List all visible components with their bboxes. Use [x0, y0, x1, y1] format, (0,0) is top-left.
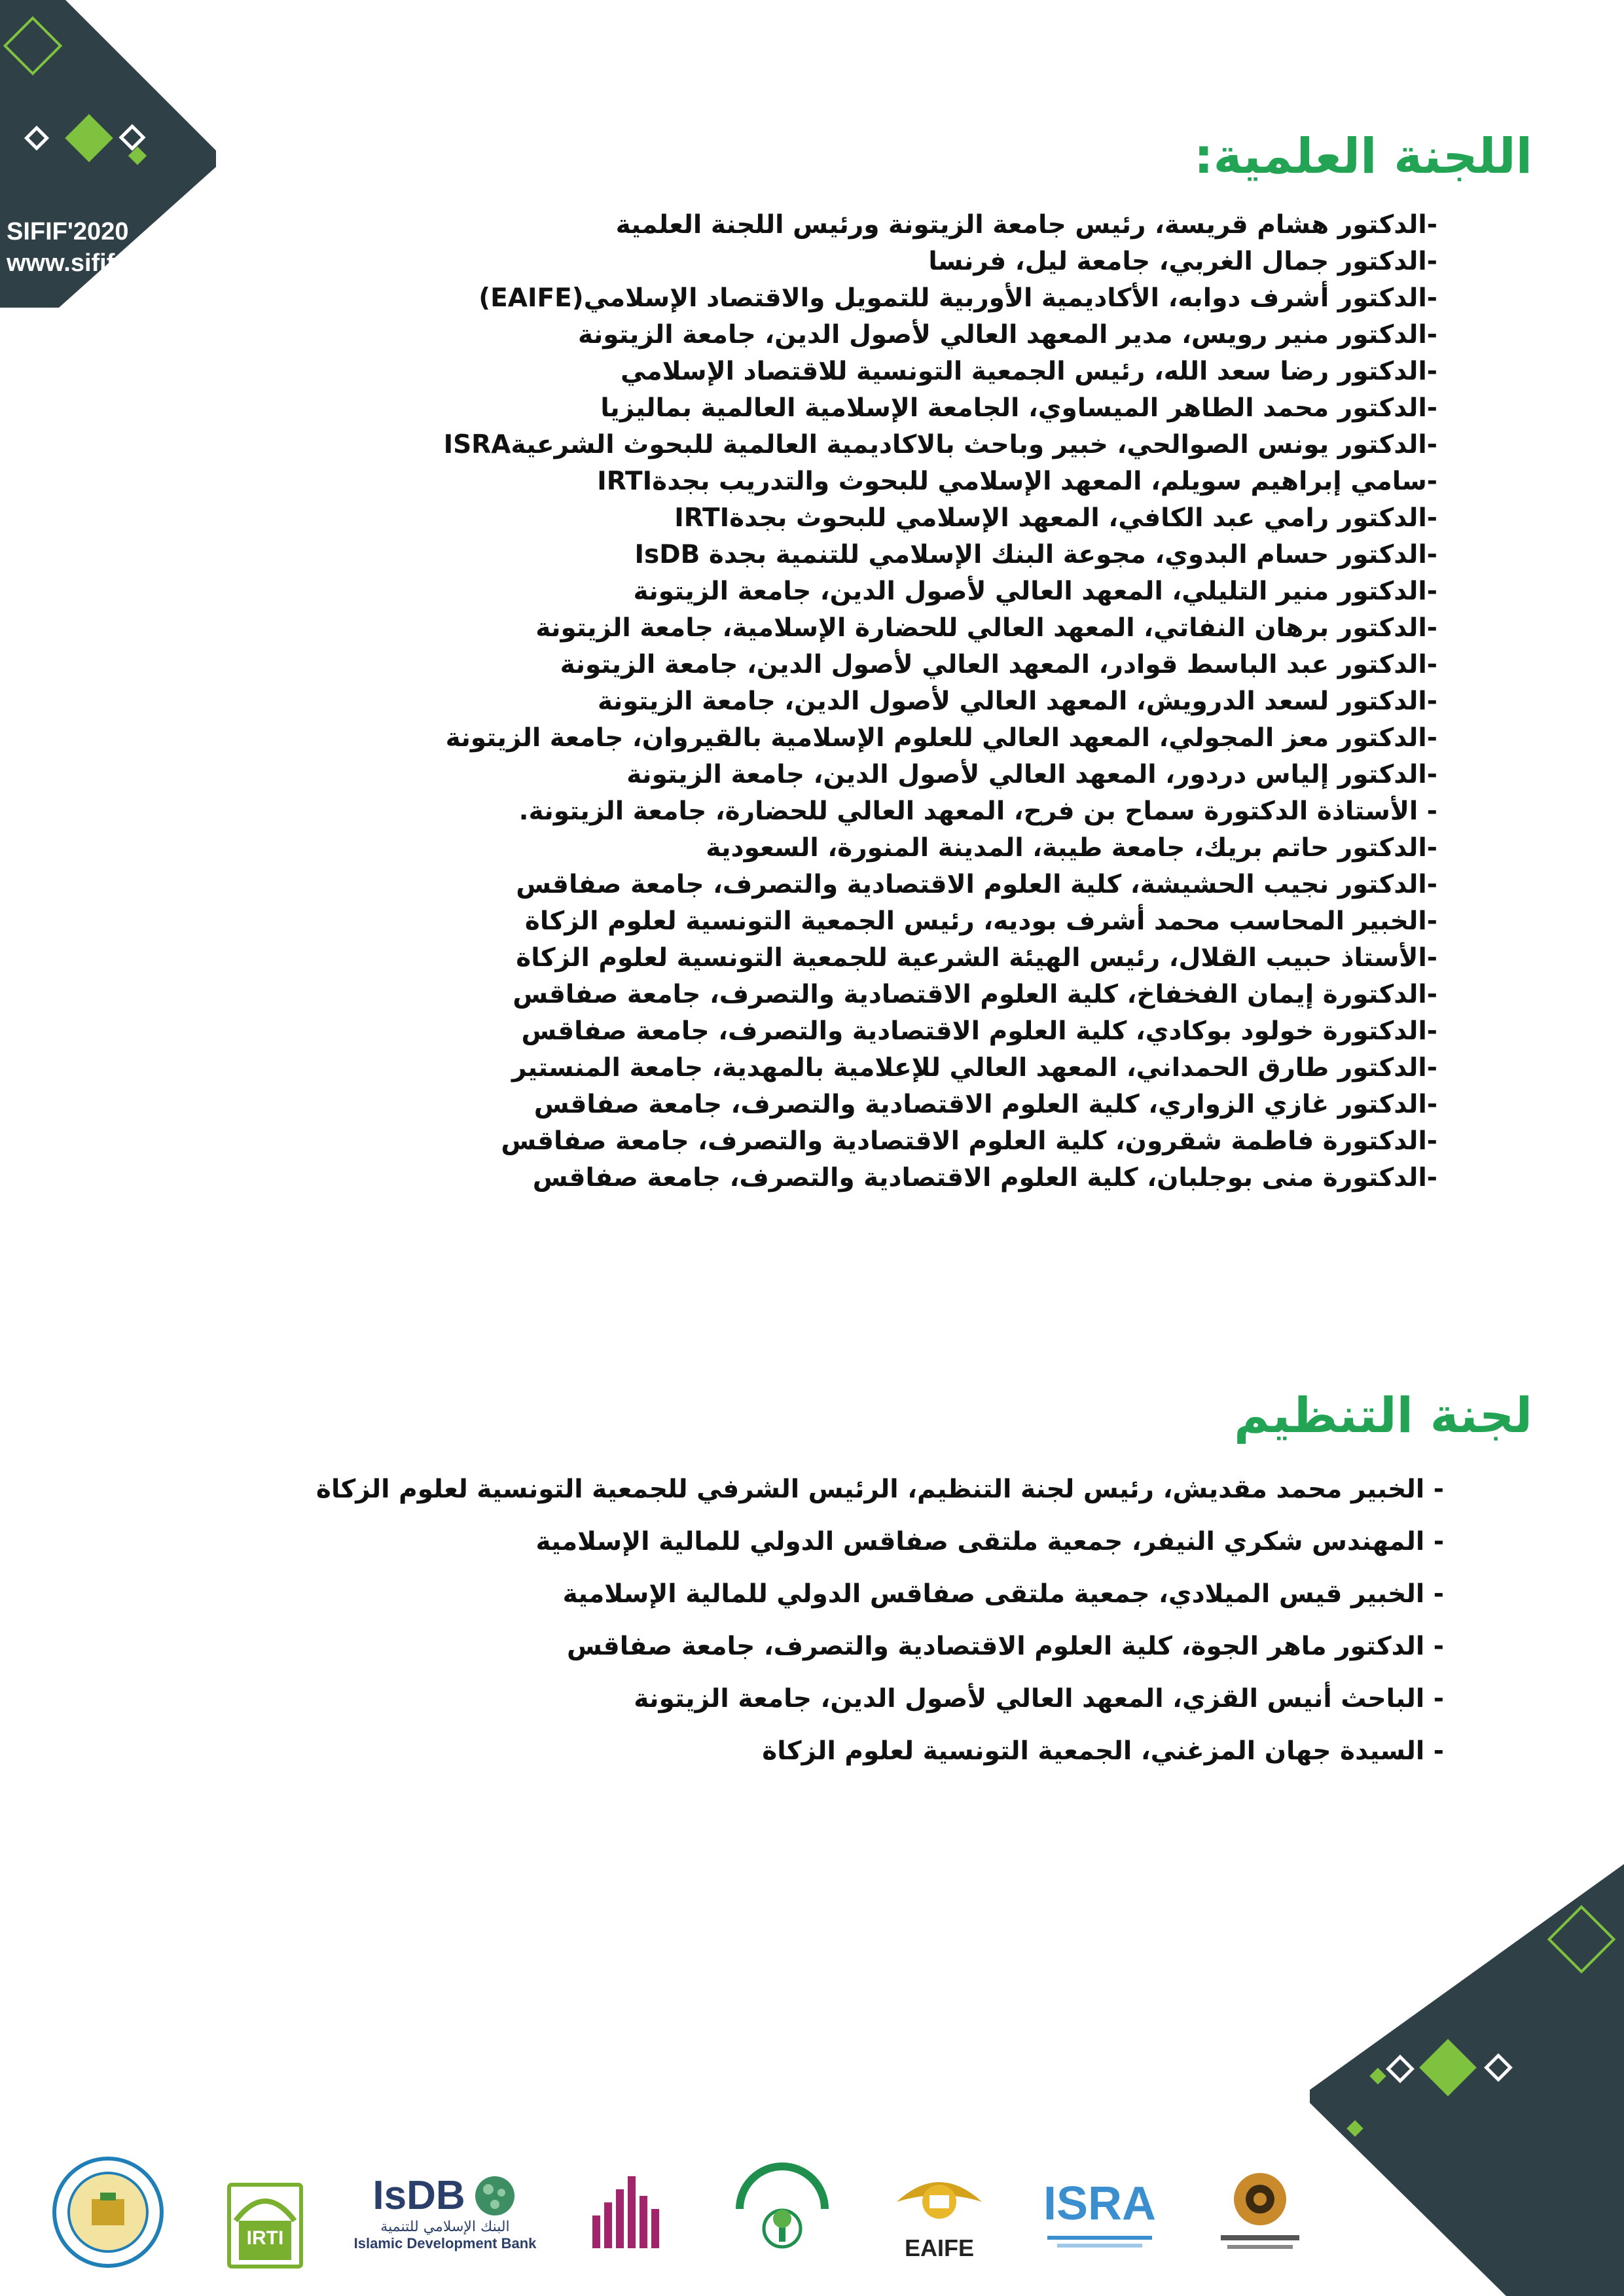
committee-member: -الدكتور منير التليلي، المعهد العالي لأصول الدين، جامعة الزيتونة	[633, 577, 1437, 606]
committee-member: -الدكتورة منى بوجلبان، كلية العلوم الاقتصادية والتصرف، جامعة صفاقس	[532, 1163, 1437, 1193]
committee-member: -الدكتور رامي عبد الكافي، المعهد الإسلامي للبحوث بجدةIRTI	[674, 503, 1437, 533]
isdb-english-name: Islamic Development Bank	[353, 2235, 537, 2251]
irti-logo	[203, 2147, 327, 2278]
committee-member: -الدكتورة إيمان الفخفاخ، كلية العلوم الاقتصادية والتصرف، جامعة صفاقس	[513, 980, 1437, 1009]
committee-member: -الدكتورة فاطمة شقرون، كلية العلوم الاقتصادية والتصرف، جامعة صفاقس	[501, 1126, 1437, 1156]
organizer-member: - الباحث أنيس القزي، المعهد العالي لأصول الدين، جامعة الزيتونة	[634, 1684, 1444, 1713]
organizer-member: - السيدة جهان المزغني، الجمعية التونسية لعلوم الزكاة	[762, 1736, 1444, 1766]
event-website[interactable]: www.sifif.tn	[7, 249, 145, 277]
committee-member: -الأستاذ حبيب القلال، رئيس الهيئة الشرعية للجمعية التونسية لعلوم الزكاة	[516, 943, 1437, 973]
committee-member: -الدكتورة خولود بوكادي، كلية العلوم الاقتصادية والتصرف، جامعة صفاقس	[521, 1016, 1437, 1046]
organizer-member: - الدكتور ماهر الجوة، كلية العلوم الاقتصادية والتصرف، جامعة صفاقس	[567, 1632, 1444, 1661]
committee-member: -الدكتور محمد الطاهر الميساوي، الجامعة الإسلامية العالمية بماليزيا	[600, 393, 1437, 423]
isdb-abbr: IsDB	[372, 2173, 465, 2218]
isra-logo-text: ISRA	[1043, 2178, 1157, 2230]
committee-member: -الدكتور هشام قريسة، رئيس جامعة الزيتونة ورئيس اللجنة العلمية	[615, 210, 1437, 240]
organizing-committee-list	[316, 1463, 1444, 1778]
committee-member: -الدكتور جمال الغربي، جامعة ليل، فرنسا	[928, 247, 1437, 276]
eaife-logo	[877, 2147, 1001, 2278]
committee-member: -الدكتور طارق الحمداني، المعهد العالي للإعلامية بالمهدية، جامعة المنستير	[512, 1053, 1437, 1083]
tunisian-zakat-association-logo	[1198, 2147, 1322, 2278]
committee-member: -الخبير المحاسب محمد أشرف بوديه، رئيس الجمعية التونسية لعلوم الزكاة	[524, 906, 1437, 936]
committee-member: -الدكتور حسام البدوي، مجوعة البنك الإسلامي للتنمية بجدة IsDB	[634, 540, 1437, 569]
committee-member: -الدكتور أشرف دوابه، الأكاديمية الأوربية للتمويل والاقتصاد الإسلامي(EAIFE)	[478, 283, 1437, 313]
organizer-member: - الخبير قيس الميلادي، جمعية ملتقى صفاقس الدولي للمالية الإسلامية	[562, 1579, 1444, 1609]
isdb-logo	[353, 2147, 537, 2278]
committee-member: -الدكتور غازي الزواري، كلية العلوم الاقتصادية والتصرف، جامعة صفاقس	[533, 1090, 1437, 1119]
organizer-member: - الخبير محمد مقديش، رئيس لجنة التنظيم، الرئيس الشرفي للجمعية التونسية لعلوم الزكاة	[316, 1475, 1444, 1504]
irti-logo-text: IRTI	[246, 2227, 284, 2249]
isra-logo	[1034, 2147, 1165, 2278]
committee-member: -الدكتور يونس الصوالحي، خبير وباحث بالاكاديمية العالمية للبحوث الشرعيةISRA	[443, 430, 1437, 459]
zitouna-university-logo	[720, 2147, 844, 2278]
committee-member: - الأستاذة الدكتورة سماح بن فرح، المعهد العالي للحضارة، جامعة الزيتونة.	[518, 797, 1437, 826]
committee-member: -الدكتور برهان النفاتي، المعهد العالي للحضارة الإسلامية، جامعة الزيتونة	[535, 613, 1437, 643]
eaife-logo-text: EAIFE	[904, 2234, 974, 2261]
organizing-committee-title: لجنة التنظيم	[1234, 1388, 1532, 1444]
committee-member: -سامي إبراهيم سويلم، المعهد الإسلامي للبحوث والتدريب بجدةIRTI	[597, 467, 1437, 496]
corner-decoration-bottom-right	[1310, 1864, 1624, 2296]
isdb-globe-icon	[472, 2173, 518, 2219]
sfax-association-logo	[46, 2147, 170, 2278]
committee-member: -الدكتور عبد الباسط قوادر، المعهد العالي لأصول الدين، جامعة الزيتونة	[560, 650, 1437, 679]
committee-member: -الدكتور لسعد الدرويش، المعهد العالي لأصول الدين، جامعة الزيتونة	[597, 687, 1437, 716]
event-brand	[7, 216, 170, 279]
committee-member: -الدكتور منير رويس، مدير المعهد العالي لأصول الدين، جامعة الزيتونة	[577, 320, 1437, 350]
isdb-arabic-name: البنك الإسلامي للتنمية	[380, 2219, 510, 2235]
committee-member: -الدكتور إلياس دردور، المعهد العالي لأصول الدين، جامعة الزيتونة	[626, 760, 1437, 789]
event-name: SIFIF'2020	[7, 218, 129, 245]
sfax-forum-logo	[563, 2147, 687, 2278]
committee-member: -الدكتور رضا سعد الله، رئيس الجمعية التونسية للاقتصاد الإسلامي	[621, 357, 1437, 386]
organizer-member: - المهندس شكري النيفر، جمعية ملتقى صفاقس الدولي للمالية الإسلامية	[535, 1527, 1444, 1556]
committee-member: -الدكتور معز المجولي، المعهد العالي للعلوم الإسلامية بالقيروان، جامعة الزيتونة	[445, 723, 1437, 753]
committee-member: -الدكتور نجيب الحشيشة، كلية العلوم الاقتصادية والتصرف، جامعة صفاقس	[516, 870, 1437, 899]
scientific-committee-list	[444, 207, 1437, 1196]
partner-logos	[46, 2140, 1322, 2284]
committee-member: -الدكتور حاتم بريك، جامعة طيبة، المدينة المنورة، السعودية	[706, 833, 1437, 863]
scientific-committee-title: اللجنة العلمية:	[1194, 128, 1532, 185]
